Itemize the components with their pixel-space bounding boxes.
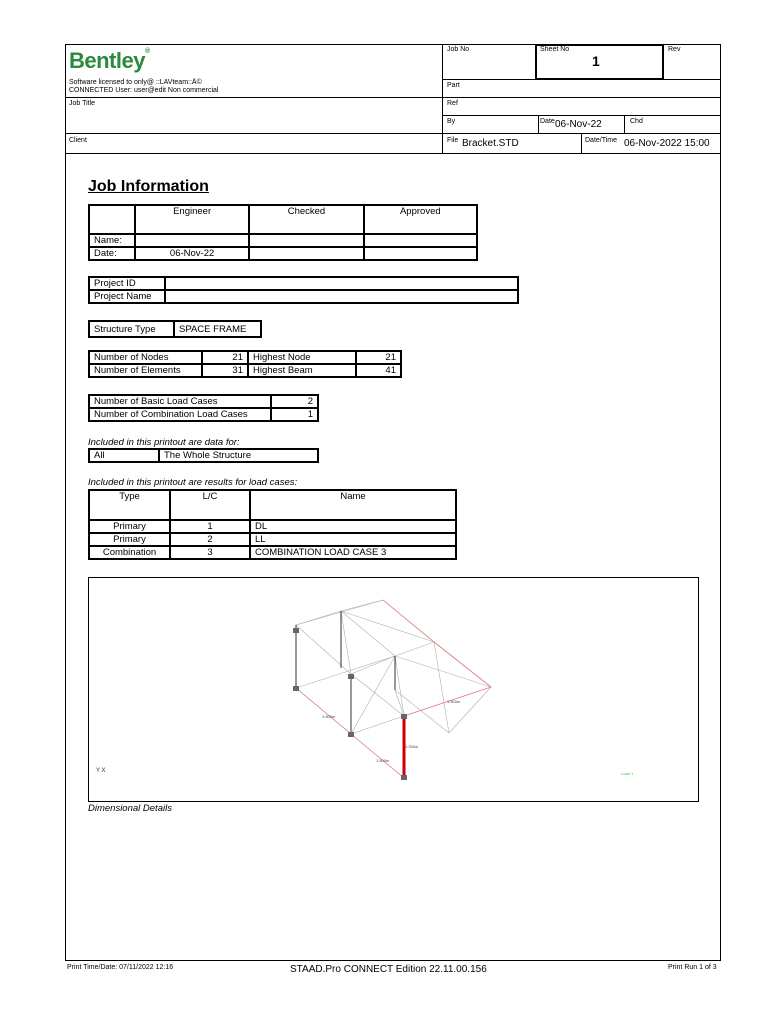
highest-node-label: Highest Node: [248, 351, 356, 364]
project-id-label: Project ID: [89, 277, 165, 290]
table-cell: [249, 234, 363, 247]
table-cell: Combination: [89, 546, 170, 559]
client-label: Client: [69, 137, 87, 144]
supports: [293, 628, 407, 780]
divider: [538, 115, 539, 133]
table-cell: 3: [170, 546, 250, 559]
datetime-label: Date/Time: [585, 137, 618, 144]
table-row: [89, 321, 261, 337]
highest-node-value: 21: [356, 351, 401, 364]
header-vertical-divider: [442, 44, 443, 154]
sheet-no-value: 1: [592, 53, 600, 69]
project-name-label: Project Name: [89, 290, 165, 303]
row-label-name: Name:: [89, 234, 135, 247]
table-row: [89, 449, 318, 462]
results-caption: Included in this printout are results for load cases:: [88, 477, 298, 488]
divider: [65, 133, 443, 134]
table-cell: LL: [250, 533, 456, 546]
axis-label: Y X: [96, 768, 106, 774]
table-cell: 06-Nov-22: [135, 247, 249, 260]
date-value: 06-Nov-22: [555, 119, 602, 130]
date-label: Date: [540, 118, 555, 125]
table-cell: Primary: [89, 533, 170, 546]
col-name: Name: [250, 490, 456, 520]
counts-table: [88, 350, 402, 378]
table-row: [89, 533, 456, 546]
table-cell: [89, 205, 135, 234]
table-row: [89, 277, 518, 290]
table-cell: [249, 247, 363, 260]
chd-label: Chd: [630, 118, 643, 125]
table-cell: [364, 234, 477, 247]
row-label-date: Date:: [89, 247, 135, 260]
part-label: Part: [447, 82, 460, 89]
job-information-title: Job Information: [88, 178, 209, 195]
sheet-no-label: Sheet No: [540, 46, 570, 53]
file-label: File: [447, 137, 459, 144]
dim-label-1: 1.500m: [322, 714, 336, 719]
table-row: [89, 290, 518, 303]
table-row: [89, 546, 456, 559]
job-info-table: [88, 204, 478, 261]
table-row: [89, 395, 318, 408]
combination-load-cases-label: Number of Combination Load Cases: [89, 408, 271, 421]
dim-label-3: 1.500m: [447, 699, 461, 704]
divider: [442, 115, 721, 116]
structure-drawing: [89, 578, 698, 801]
dim-label-2: 1.500m: [376, 758, 390, 763]
table-cell: [135, 234, 249, 247]
results-table: [88, 489, 457, 560]
table-row: [89, 351, 401, 364]
table-row: [89, 205, 477, 234]
print-run: Print Run 1 of 3: [668, 964, 717, 971]
combination-load-cases-value: 1: [271, 408, 318, 421]
divider: [624, 115, 625, 133]
data-description: The Whole Structure: [159, 449, 318, 462]
highest-beam-label: Highest Beam: [248, 364, 356, 377]
bentley-logo: Bentley®: [69, 48, 150, 73]
table-cell: [364, 247, 477, 260]
table-row: [89, 520, 456, 533]
load-cases-table: [88, 394, 319, 422]
job-no-label: Job No: [447, 46, 470, 53]
table-cell: DL: [250, 520, 456, 533]
project-table: [88, 276, 519, 304]
header-bottom-line: [65, 153, 721, 154]
project-id-value: [165, 277, 518, 290]
edition: STAAD.Pro CONNECT Edition 22.11.00.156: [290, 964, 487, 975]
table-cell: Primary: [89, 520, 170, 533]
elements-label: Number of Elements: [89, 364, 202, 377]
license-line-1: Software licensed to only@ ::LAVteam::Ä©: [69, 79, 202, 86]
table-row: [89, 490, 456, 520]
file-value: Bracket.STD: [462, 138, 519, 149]
basic-load-cases-value: 2: [271, 395, 318, 408]
table-cell: 1: [170, 520, 250, 533]
rev-label: Rev: [668, 46, 681, 53]
divider: [65, 97, 443, 98]
nodes-value: 21: [202, 351, 248, 364]
divider: [663, 44, 664, 80]
red-members: [296, 600, 491, 778]
dim-label-4: 1.250m: [405, 744, 419, 749]
structure-type-table: [88, 320, 262, 338]
basic-load-cases-label: Number of Basic Load Cases: [89, 395, 271, 408]
data-scope-table: [88, 448, 319, 463]
nodes-label: Number of Nodes: [89, 351, 202, 364]
col-engineer: Engineer: [135, 205, 249, 234]
figure-caption: Dimensional Details: [88, 803, 172, 814]
col-type: Type: [89, 490, 170, 520]
table-cell: COMBINATION LOAD CASE 3: [250, 546, 456, 559]
col-checked: Checked: [249, 205, 363, 234]
structure-type-label: Structure Type: [89, 321, 174, 337]
table-cell: 2: [170, 533, 250, 546]
license-line-2: CONNECTED User: user@edit Non commercial: [69, 87, 219, 94]
print-time: Print Time/Date: 07/11/2022 12:16: [67, 964, 174, 971]
data-scope: All: [89, 449, 159, 462]
table-row: [89, 234, 477, 247]
datetime-value: 06-Nov-2022 15:00: [624, 138, 710, 149]
load-label: Load 1: [621, 771, 634, 776]
data-caption: Included in this printout are data for:: [88, 437, 240, 448]
col-approved: Approved: [364, 205, 477, 234]
table-row: [89, 408, 318, 421]
ref-label: Ref: [447, 100, 458, 107]
divider: [581, 133, 582, 154]
table-row: [89, 364, 401, 377]
columns: [296, 611, 404, 778]
job-title-label: Job Title: [69, 100, 96, 107]
highest-beam-value: 41: [356, 364, 401, 377]
col-lc: L/C: [170, 490, 250, 520]
structure-type-value: SPACE FRAME: [174, 321, 261, 337]
logo-text: Bentley: [69, 48, 145, 73]
project-name-value: [165, 290, 518, 303]
by-label: By: [447, 118, 456, 125]
elements-value: 31: [202, 364, 248, 377]
table-row: [89, 247, 477, 260]
divider: [442, 97, 721, 98]
structure-figure: [88, 577, 699, 802]
